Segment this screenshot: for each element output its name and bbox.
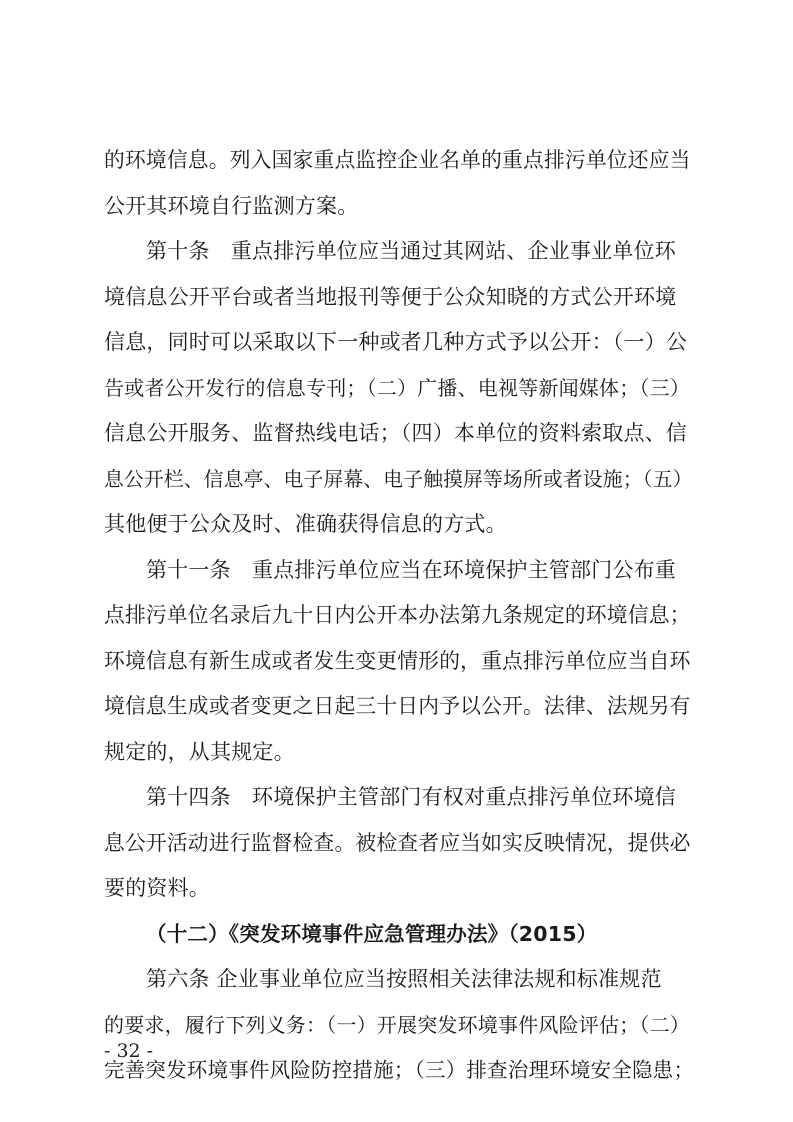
text-line: 息公开栏、信息亭、电子屏幕、电子触摸屏等场所或者设施；（五） bbox=[104, 467, 693, 491]
text-line: 境信息公开平台或者当地报刊等便于公众知晓的方式公开环境 bbox=[104, 284, 677, 309]
document-body bbox=[104, 138, 694, 1094]
text-line: 要的资料。 bbox=[104, 876, 210, 900]
text-line: 境信息生成或者变更之日起三十日内予以公开。法律、法规另有 bbox=[104, 694, 691, 718]
page-number: - 32 - bbox=[104, 1040, 154, 1062]
text-line: 告或者公开发行的信息专刊；（二）广播、电视等新闻媒体；（三） bbox=[104, 375, 690, 400]
text-line: 第六条 企业事业单位应当按照相关法律法规和标准规范 bbox=[146, 967, 662, 991]
text-line: 息公开活动进行监督检查。被检查者应当如实反映情况，提供必 bbox=[104, 830, 691, 855]
text-line: 点排污单位名录后九十日内公开本办法第九条规定的环境信息； bbox=[104, 603, 691, 627]
text-line: 完善突发环境事件风险防控措施；（三）排查治理环境安全隐患； bbox=[104, 1058, 695, 1082]
text-line: 第十一条 重点排污单位应当在环境保护主管部门公布重 bbox=[146, 557, 676, 582]
text-line: 第十条 重点排污单位应当通过其网站、企业事业单位环 bbox=[146, 239, 676, 263]
text-line: 信息公开服务、监督热线电话；（四）本单位的资料索取点、信 bbox=[104, 421, 688, 445]
text-line: 第十四条 环境保护主管部门有权对重点排污单位环境信 bbox=[146, 785, 676, 809]
text-line: 的环境信息。列入国家重点监控企业名单的重点排污单位还应当 bbox=[104, 148, 691, 172]
text-line: 的要求，履行下列义务：（一）开展突发环境事件风险评估；（二） bbox=[104, 1012, 690, 1037]
text-line: 公开其环境自行监测方案。 bbox=[104, 193, 359, 218]
section-heading: （十二）《突发环境事件应急管理办法》（2015） bbox=[146, 921, 598, 946]
text-line: 规定的，从其规定。 bbox=[104, 739, 295, 764]
text-line: 环境信息有新生成或者发生变更情形的，重点排污单位应当自环 bbox=[104, 648, 691, 673]
text-line: 信息，同时可以采取以下一种或者几种方式予以公开：（一）公 bbox=[104, 330, 688, 354]
text-line: 其他便于公众及时、准确获得信息的方式。 bbox=[104, 512, 507, 536]
